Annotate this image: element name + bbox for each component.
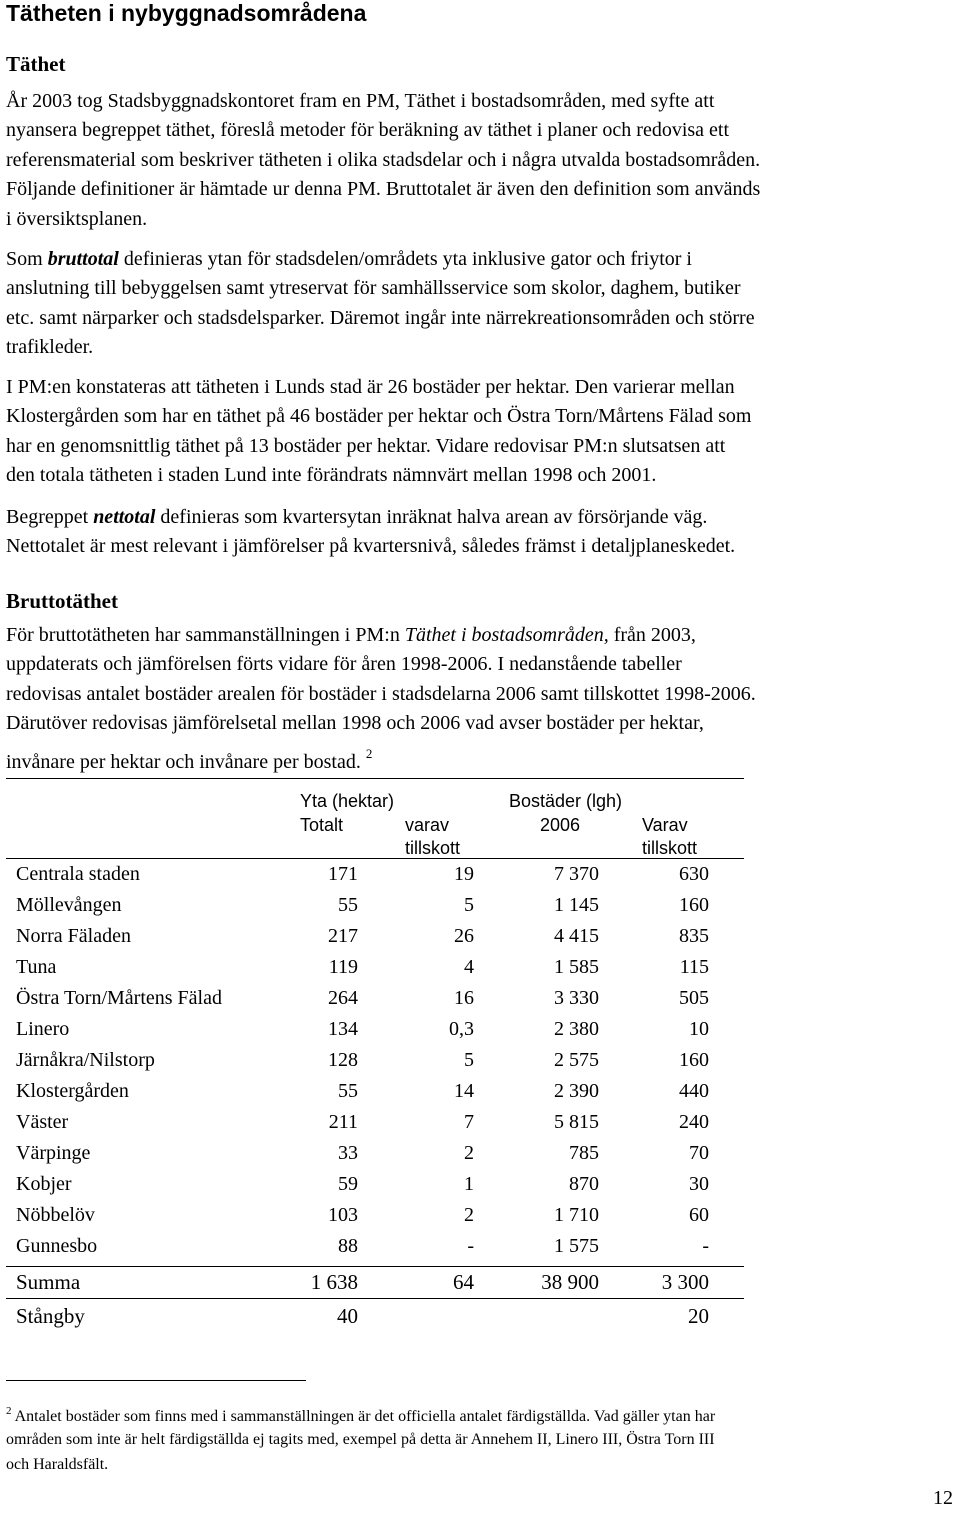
sum-cell-area: 1 638: [310, 1270, 358, 1294]
cell-dwellings: 1 710: [554, 1204, 599, 1226]
text-line: den totala tätheten i staden Lund inte förändrats nämnvärt mellan 1998 och 2001.: [6, 464, 657, 487]
text-line: Därutöver redovisas jämförelsetal mellan 1998 och 2006 vad avser bostäder per hektar,: [6, 712, 704, 735]
table-sum-rule: [6, 1266, 744, 1267]
cell-dwellings-added: 10: [689, 1018, 709, 1040]
cell-area: 55: [338, 894, 358, 916]
paragraph-nettotal: [6, 503, 956, 562]
cell-area-added: 4: [464, 956, 474, 978]
cell-area-added: 2: [464, 1142, 474, 1164]
term-nettotal: nettotal: [93, 506, 156, 528]
cell-dwellings: 4 415: [554, 925, 599, 947]
row-label: Järnåkra/Nilstorp: [16, 1049, 155, 1071]
cell-area-added: 19: [454, 863, 474, 885]
extra-cell-dwellings-added: 20: [688, 1304, 709, 1328]
text-line: trafikleder.: [6, 336, 94, 359]
text-line: Klostergården som har en täthet på 46 bostäder per hektar och Östra Torn/Mårtens Fälad som: [6, 405, 752, 428]
paragraph-bruttotathet: [6, 621, 956, 773]
cell-dwellings-added: 440: [679, 1080, 709, 1102]
cell-area: 264: [328, 987, 358, 1009]
row-label: Tuna: [16, 956, 57, 978]
cell-dwellings-added: 160: [679, 1049, 709, 1071]
row-label: Gunnesbo: [16, 1235, 98, 1257]
text-line: I PM:en konstateras att tätheten i Lunds stad är 26 bostäder per hektar. Den varierar mellan: [6, 376, 735, 398]
table-top-rule: [6, 778, 744, 779]
text-segment: invånare per hektar och invånare per bostad.: [6, 750, 361, 773]
text-line: referensmaterial som beskriver tätheten i olika stadsdelar och i några utvalda bostadsområden.: [6, 148, 761, 171]
cell-dwellings: 7 370: [554, 863, 599, 885]
header-tillskott-2: tillskott: [642, 838, 698, 858]
text-segment: Som: [6, 248, 48, 270]
cell-area: 103: [328, 1204, 358, 1226]
cell-dwellings-added: 835: [679, 925, 709, 947]
text-line: anslutning till bebyggelsen samt ytreservat för samhällsservice som skolor, daghem, butiker: [6, 277, 741, 300]
header-group-yta: Yta (hektar): [300, 791, 395, 811]
cell-area: 134: [328, 1018, 358, 1040]
text-line: [6, 739, 956, 773]
cell-area: 211: [328, 1111, 358, 1133]
header-tillskott: tillskott: [405, 838, 461, 858]
footnote-line: och Haraldsfält.: [6, 1456, 109, 1473]
header-totalt: Totalt: [300, 815, 344, 835]
cell-area-added: -: [467, 1235, 474, 1257]
extra-cell-area: 40: [337, 1304, 358, 1328]
sum-row-label: Summa: [16, 1270, 81, 1294]
text-line: uppdaterats och jämförelsen förts vidare för åren 1998-2006. I nedanstående tabeller: [6, 653, 682, 676]
text-line: redovisas antalet bostäder arealen för bostäder i stadsdelarna 2006 samt tillskottet 1998-2006.: [6, 682, 756, 705]
cell-dwellings: 785: [569, 1142, 599, 1164]
cell-dwellings: 2 575: [554, 1049, 599, 1071]
text-line: [6, 503, 956, 532]
row-label: Centrala staden: [16, 863, 140, 885]
cell-area: 88: [338, 1235, 358, 1257]
cell-area: 59: [338, 1173, 358, 1195]
cell-area-added: 5: [464, 1049, 474, 1071]
cell-area-added: 7: [464, 1111, 474, 1133]
row-label: Nöbbelöv: [16, 1204, 95, 1226]
row-label: Östra Torn/Mårtens Fälad: [16, 987, 222, 1009]
extra-row-label: Stångby: [16, 1304, 85, 1328]
section-heading-tathet: Täthet: [6, 52, 66, 76]
cell-dwellings-added: 60: [689, 1204, 709, 1226]
row-label: Värpinge: [16, 1142, 91, 1164]
cell-area-added: 16: [454, 987, 474, 1009]
sum-cell-dwellings-added: 3 300: [661, 1270, 709, 1294]
table-extra-rule: [6, 1298, 744, 1299]
footnote-line: Antalet bostäder som finns med i sammanställningen är det officiella antalet färdigställda. Vad gäller ytan har: [14, 1408, 716, 1425]
text-segment: För bruttotätheten har sammanställningen i PM:n: [6, 624, 405, 646]
row-label: Klostergården: [16, 1080, 129, 1102]
text-line: etc. samt närparker och stadsdelsparker. Däremot ingår inte närrekreationsområden och större: [6, 306, 755, 329]
cell-area: 55: [338, 1080, 358, 1102]
cell-dwellings-added: 160: [679, 894, 709, 916]
row-label: Linero: [16, 1018, 70, 1040]
cell-dwellings: 3 330: [554, 987, 599, 1009]
text-line: har en genomsnittlig täthet på 13 bostäder per hektar. Vidare redovisar PM:n slutsatsen att: [6, 434, 726, 457]
cell-area: 119: [328, 956, 358, 978]
cell-area-added: 2: [464, 1204, 474, 1226]
term-bruttotal: bruttotal: [47, 248, 119, 270]
footnote-reference: 2: [365, 745, 373, 761]
cell-dwellings: 2 390: [554, 1080, 599, 1102]
page-title: Tätheten i nybyggnadsområdena: [6, 0, 367, 26]
row-label: Väster: [16, 1111, 69, 1133]
cell-dwellings-added: 630: [679, 863, 709, 885]
cell-area: 33: [338, 1142, 358, 1164]
cell-dwellings: 1 575: [554, 1235, 599, 1257]
header-2006: 2006: [540, 815, 581, 835]
text-segment: definieras som kvartersytan inräknat halva arean av försörjande väg.: [155, 506, 708, 528]
cell-dwellings-added: 115: [679, 956, 709, 978]
text-segment: Begreppet: [6, 506, 94, 528]
header-group-bostader: Bostäder (lgh): [509, 791, 623, 811]
cell-dwellings-added: 30: [689, 1173, 709, 1195]
paragraph-intro: [6, 87, 956, 234]
section-heading-bruttotathet: Bruttotäthet: [6, 589, 118, 613]
footnote-separator: [6, 1380, 306, 1381]
text-line: [6, 621, 956, 650]
cell-area: 217: [328, 925, 358, 947]
sum-cell-dwellings: 38 900: [541, 1270, 599, 1294]
cell-area: 128: [328, 1049, 358, 1071]
cell-dwellings-added: 240: [679, 1111, 709, 1133]
cell-area-added: 0,3: [449, 1018, 474, 1040]
cell-area-added: 26: [454, 925, 474, 947]
text-line: [6, 245, 956, 274]
cell-dwellings-added: -: [702, 1235, 709, 1257]
page-number: 12: [933, 1487, 953, 1509]
header-varav-2: Varav: [642, 815, 688, 835]
sum-cell-area-added: 64: [453, 1270, 474, 1294]
cell-dwellings: 2 380: [554, 1018, 599, 1040]
report-title: Täthet i bostadsområden,: [404, 624, 609, 646]
cell-dwellings-added: 505: [679, 987, 709, 1009]
cell-dwellings: 1 145: [554, 894, 599, 916]
paragraph-bruttotal: [6, 245, 956, 363]
footnote-number: 2: [6, 1405, 12, 1417]
text-segment: från 2003,: [608, 624, 696, 646]
text-line: nyansera begreppet täthet, föreslå metoder för beräkning av täthet i planer och redovisa ett: [6, 119, 730, 142]
row-label: Kobjer: [16, 1173, 72, 1195]
text-line: i översiktsplanen.: [6, 207, 148, 230]
header-varav: varav: [405, 815, 450, 835]
cell-area-added: 1: [464, 1173, 474, 1195]
table-header-rule: [6, 858, 744, 859]
row-label: Norra Fäladen: [16, 925, 131, 947]
text-segment: definieras ytan för stadsdelen/områdets yta inklusive gator och friytor i: [118, 248, 692, 270]
footnote: [6, 1405, 715, 1426]
footnote-line: områden som inte är helt färdigställda ej tagits med, exempel på detta är Annehem II, Linero III, Östra Torn III: [6, 1431, 715, 1448]
text-line: År 2003 tog Stadsbyggnadskontoret fram en PM, Täthet i bostadsområden, med syfte att: [6, 90, 715, 112]
paragraph-tathet-lund: [6, 373, 956, 491]
cell-area-added: 14: [454, 1080, 474, 1102]
cell-area-added: 5: [464, 894, 474, 916]
cell-dwellings: 5 815: [554, 1111, 599, 1133]
cell-area: 171: [328, 863, 358, 885]
cell-dwellings: 870: [569, 1173, 599, 1195]
row-label: Möllevången: [16, 894, 122, 916]
cell-dwellings: 1 585: [554, 956, 599, 978]
text-line: Nettotalet är mest relevant i jämförelser på kvartersnivå, således främst i detaljplaneskedet.: [6, 535, 736, 558]
text-line: Följande definitioner är hämtade ur denna PM. Bruttotalet är även den definition som används: [6, 178, 761, 201]
cell-dwellings-added: 70: [689, 1142, 709, 1164]
